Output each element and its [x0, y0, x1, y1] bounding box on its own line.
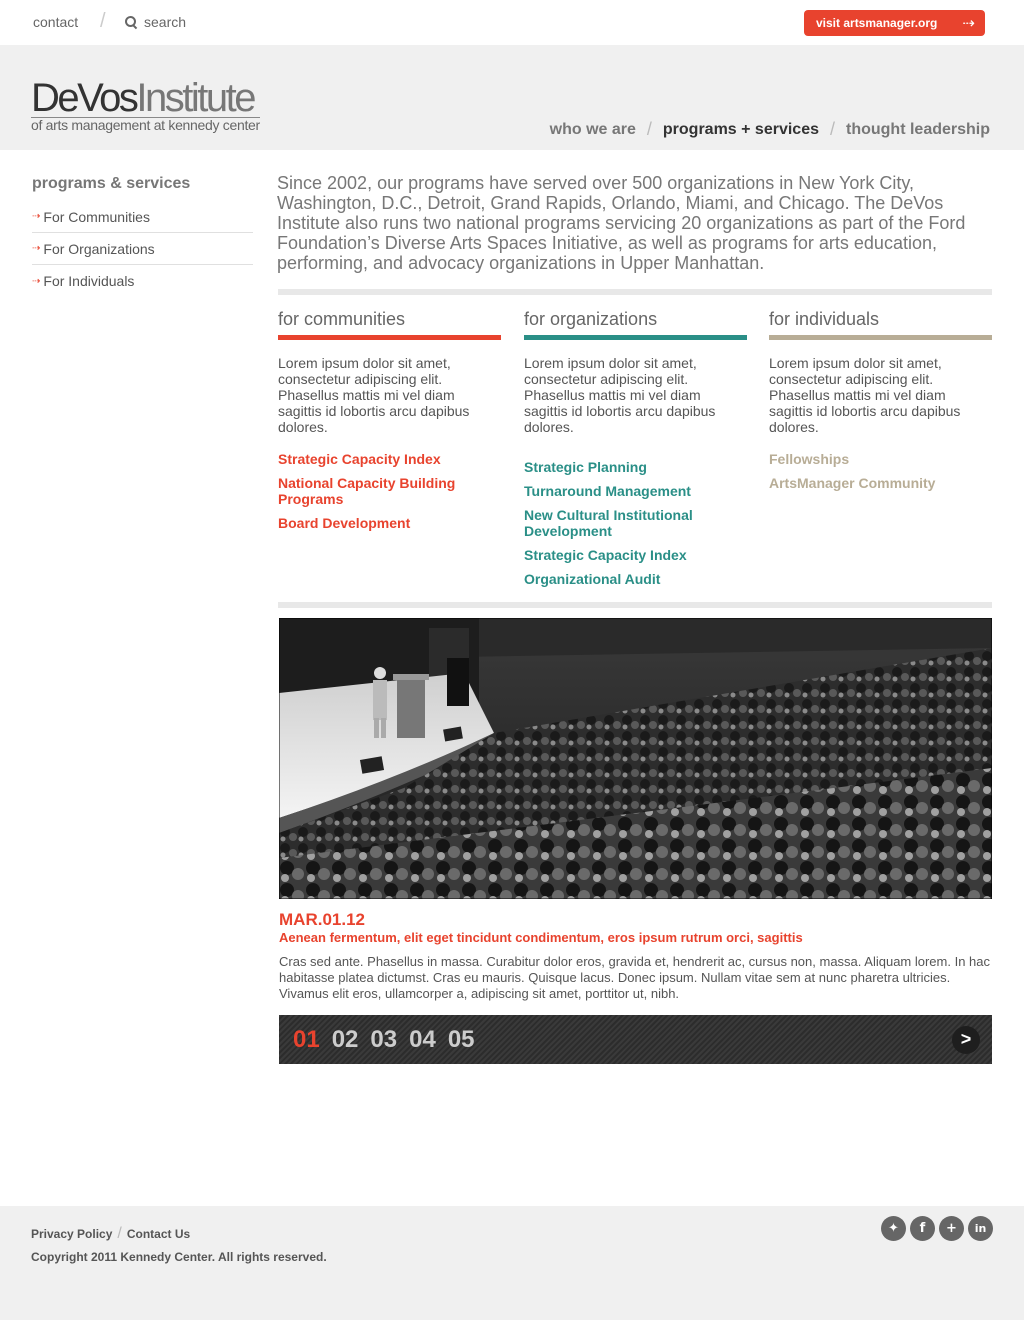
link-national-capacity-building[interactable]: National Capacity Building Programs — [278, 475, 456, 507]
contact-us-link[interactable]: Contact Us — [126, 1227, 191, 1241]
utility-bar — [0, 0, 1024, 45]
column-title: for individuals — [769, 309, 992, 340]
column-text: Lorem ipsum dolor sit amet, consectetur adipiscing elit. Phasellus mattis mi vel diam sagittis id lobortis arcu dapibus dolores. — [278, 355, 470, 435]
logo-institute: Institute — [136, 76, 254, 120]
news-date: MAR.01.12 — [279, 910, 365, 929]
privacy-policy-link[interactable]: Privacy Policy — [31, 1227, 113, 1241]
logo-tagline: of arts management at kennedy center — [31, 117, 260, 133]
site-footer — [0, 1206, 1024, 1320]
nav-separator: / — [829, 119, 835, 139]
link-strategic-planning[interactable]: Strategic Planning — [524, 459, 647, 475]
divider — [278, 289, 992, 295]
sidebar-item-label: For Communities — [43, 208, 150, 225]
link-organizational-audit[interactable]: Organizational Audit — [524, 571, 661, 587]
column-communities — [278, 309, 501, 539]
arrow-right-icon: ⇢ — [32, 275, 39, 287]
arrow-right-icon: ⇢ — [32, 211, 39, 222]
social-links — [881, 1216, 993, 1241]
nav-separator: / — [646, 119, 652, 139]
intro-text: Since 2002, our programs have served over 500 organizations in New York City, Washington, D.C., Detroit, Grand Rapids, Orlando, Miami, and Chicago. The DeVos Institute also runs two national programs servicing 20 organizations as part of the Ford Foundation’s Diverse Arts Spaces Initiative, as well as programs for arts education, performing, and advocacy organizations in Upper Manhattan. — [277, 173, 966, 273]
column-organizations — [524, 309, 747, 595]
twitter-icon[interactable]: ✦ — [881, 1216, 906, 1241]
pager-item-05[interactable]: 05 — [447, 1025, 475, 1053]
column-title: for organizations — [524, 309, 747, 340]
arrow-right-icon: ⇢ — [32, 243, 39, 254]
link-turnaround-management[interactable]: Turnaround Management — [524, 483, 691, 499]
column-text: Lorem ipsum dolor sit amet, consectetur adipiscing elit. Phasellus mattis mi vel diam sagittis id lobortis arcu dapibus dolores. — [769, 355, 961, 435]
main-nav — [550, 119, 990, 140]
facebook-icon[interactable]: f — [910, 1216, 935, 1241]
google-plus-icon[interactable]: + — [939, 1216, 964, 1241]
auditorium-photo-image — [279, 618, 992, 899]
link-new-cultural-institutional[interactable]: New Cultural Institutional Development — [524, 507, 693, 539]
divider — [278, 602, 992, 608]
contact-link[interactable]: contact — [33, 14, 79, 30]
chevron-right-icon[interactable]: > — [952, 1026, 980, 1054]
site-header — [0, 45, 1024, 150]
search-icon — [125, 16, 137, 28]
pager-item-01[interactable]: 01 — [293, 1025, 320, 1053]
sidebar-item-label: For Organizations — [43, 240, 155, 257]
slideshow-pager — [279, 1015, 992, 1064]
arrow-right-icon: ⇢ — [962, 15, 975, 32]
nav-who-we-are[interactable]: who we are — [549, 120, 636, 138]
logo[interactable] — [31, 76, 260, 133]
news-body: Cras sed ante. Phasellus in massa. Curabitur dolor eros, gravida et, hendrerit ac, cursus non, massa. Aliquam lorem. In hac habitasse platea dictumst. Cras eu mauris. Quisque lacus. Donec ipsum. Nullam vitae sem at nunc pharetra ultricies. Vivamus elit eros, ullamcorper a, adipiscing sit amet, porttitor ut, nibh. — [279, 954, 991, 1001]
visit-artsmanager-button[interactable] — [804, 10, 985, 36]
link-fellowships[interactable]: Fellowships — [769, 451, 850, 467]
copyright: Copyright 2011 Kennedy Center. All rights reserved. — [31, 1250, 327, 1264]
column-title: for communities — [278, 309, 501, 340]
pager-item-03[interactable]: 03 — [370, 1025, 398, 1053]
utility-separator: / — [100, 10, 106, 32]
footer-links — [31, 1225, 190, 1243]
sidebar-item-communities[interactable] — [32, 201, 253, 233]
sidebar-title: programs & services — [32, 175, 191, 192]
footer-separator: / — [117, 1225, 122, 1242]
link-artsmanager-community[interactable]: ArtsManager Community — [769, 475, 936, 491]
news-headline[interactable]: Aenean fermentum, elit eget tincidunt condimentum, eros ipsum rutrum orci, sagittis — [279, 930, 803, 945]
pager-item-02[interactable]: 02 — [331, 1025, 359, 1053]
column-text: Lorem ipsum dolor sit amet, consectetur adipiscing elit. Phasellus mattis mi vel diam sagittis id lobortis arcu dapibus dolores. — [524, 355, 716, 435]
auditorium-photo — [279, 618, 992, 899]
search-label: search — [144, 14, 187, 30]
column-links — [278, 451, 501, 531]
link-board-development[interactable]: Board Development — [278, 515, 411, 531]
logo-devos: DeVos — [31, 76, 137, 120]
sidebar-item-organizations[interactable] — [32, 233, 253, 265]
logo-wordmark — [31, 76, 260, 120]
pager-item-04[interactable]: 04 — [409, 1025, 436, 1053]
sidebar-item-label: For Individuals — [43, 273, 135, 289]
sidebar — [32, 175, 253, 297]
sidebar-item-individuals[interactable] — [32, 265, 253, 297]
link-strategic-capacity-index[interactable]: Strategic Capacity Index — [524, 547, 687, 563]
column-individuals — [769, 309, 992, 499]
nav-thought-leadership[interactable]: thought leadership — [846, 120, 990, 138]
linkedin-icon[interactable]: in — [968, 1216, 993, 1241]
nav-programs-services[interactable]: programs + services — [662, 120, 819, 138]
link-strategic-capacity-index[interactable]: Strategic Capacity Index — [278, 451, 441, 467]
search-link[interactable] — [125, 14, 186, 30]
column-links — [524, 459, 747, 587]
visit-button-label: visit artsmanager.org — [816, 16, 938, 30]
column-links — [769, 451, 992, 491]
